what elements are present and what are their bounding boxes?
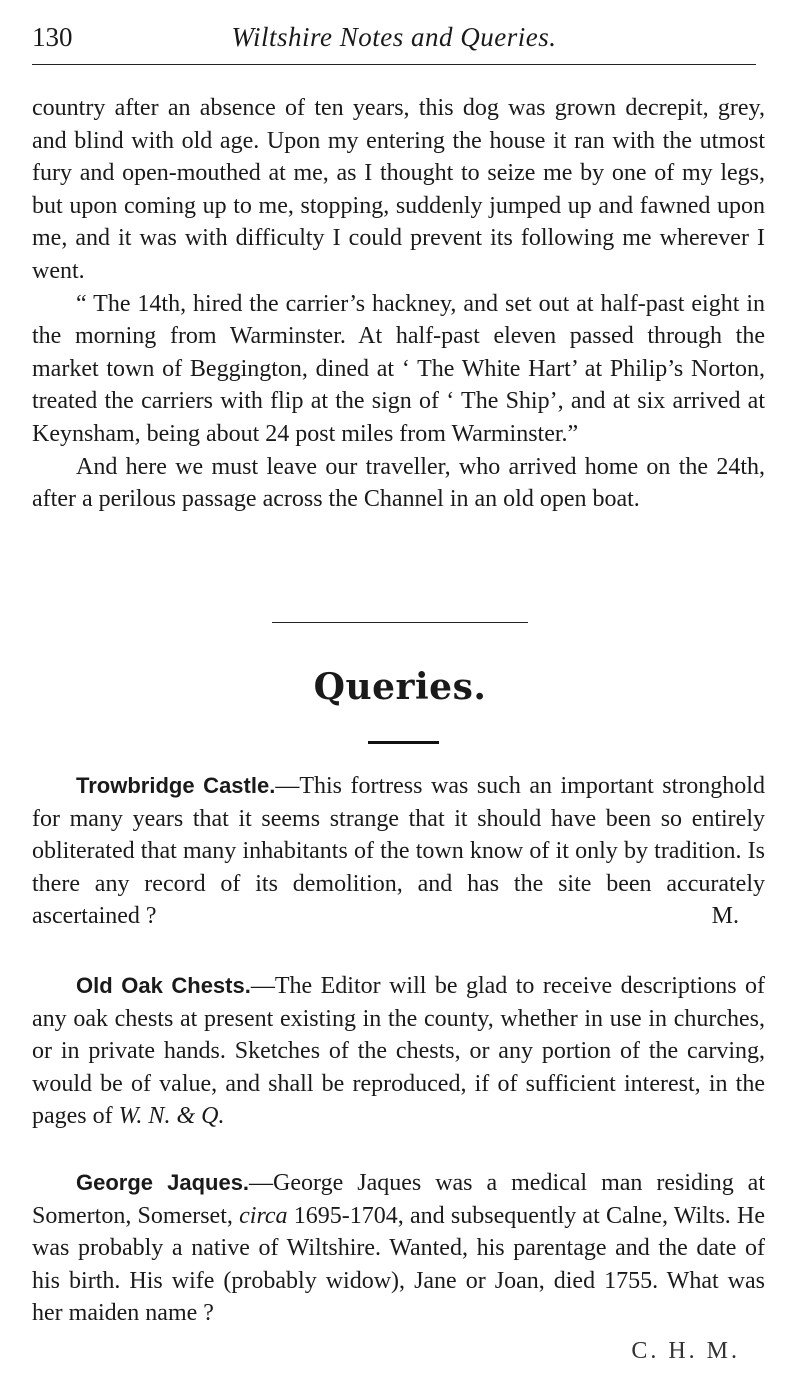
query-signature: C. H. M.	[631, 1338, 740, 1364]
running-title: Wiltshire Notes and Queries.	[231, 22, 557, 52]
query-text: —George Jaques was a medical man residing at Somerton, Somerset,	[32, 1170, 765, 1229]
section-separator	[272, 622, 528, 623]
section-heading: Queries.	[313, 666, 487, 708]
query-entry	[32, 970, 765, 1133]
query-paragraph	[32, 1167, 765, 1330]
query-signature: M.	[711, 903, 739, 930]
header-rule	[32, 64, 756, 65]
paragraph: “ The 14th, hired the carrier’s hackney, and set out at half-past eight in the morning from Warminster. At half-past eleven passed through the market town of Beggington, dined at ‘ The White Hart’ at Philip’s Norton, treated the carriers with flip at the sign of ‘ The Ship’, and at six arrived at Keynsham, being about 24 post miles from Warminster.”	[32, 290, 765, 447]
journal-abbreviation: W. N. & Q.	[118, 1103, 225, 1130]
circa-term: circa	[239, 1202, 288, 1229]
query-entry	[32, 770, 765, 933]
page-header	[32, 14, 756, 64]
query-subject: Old Oak Chests.	[76, 973, 251, 998]
heading-underline	[368, 741, 439, 744]
paragraph: country after an absence of ten years, this dog was grown decrepit, grey, and blind with old age. Upon my entering the house it ran with the utmost fury and open-mouthed at me, as I thought to seize me by one of my legs, but upon coming up to me, stopping, suddenly jumped up and fawned upon me, and it was with difficulty I could prevent its following me wherever I went.	[32, 95, 765, 284]
query-paragraph	[32, 970, 765, 1133]
query-text: —This fortress was such an important stronghold for many years that it seems strange that it should have been so entirely obliterated that many inhabitants of the town know of it only by tradition. Is there any record of its demolition, and has the site been accurately ascertained ?	[32, 773, 765, 930]
page-number: 130	[32, 22, 73, 52]
article-continuation	[32, 92, 765, 516]
query-subject: George Jaques.	[76, 1170, 250, 1195]
query-paragraph	[32, 770, 765, 933]
query-entry	[32, 1167, 765, 1330]
query-subject: Trowbridge Castle.	[76, 773, 276, 798]
paragraph: And here we must leave our traveller, who arrived home on the 24th, after a perilous passage across the Channel in an old open boat.	[32, 453, 765, 513]
query-text: —The Editor will be glad to receive descriptions of any oak chests at present existing in the county, whether in use in churches, or in private hands. Sketches of the chests, or any portion of the carving, would be of value, and shall be reproduced, if of sufficient interest, in the pages of	[32, 973, 765, 1130]
query-text: 1695-1704, and subsequently at Calne, Wilts. He was probably a native of Wiltshire. Wanted, his parentage and the date of his birth. His wife (probably widow), Jane or Joan, died 1755. What was her maiden name ?	[32, 1202, 766, 1327]
